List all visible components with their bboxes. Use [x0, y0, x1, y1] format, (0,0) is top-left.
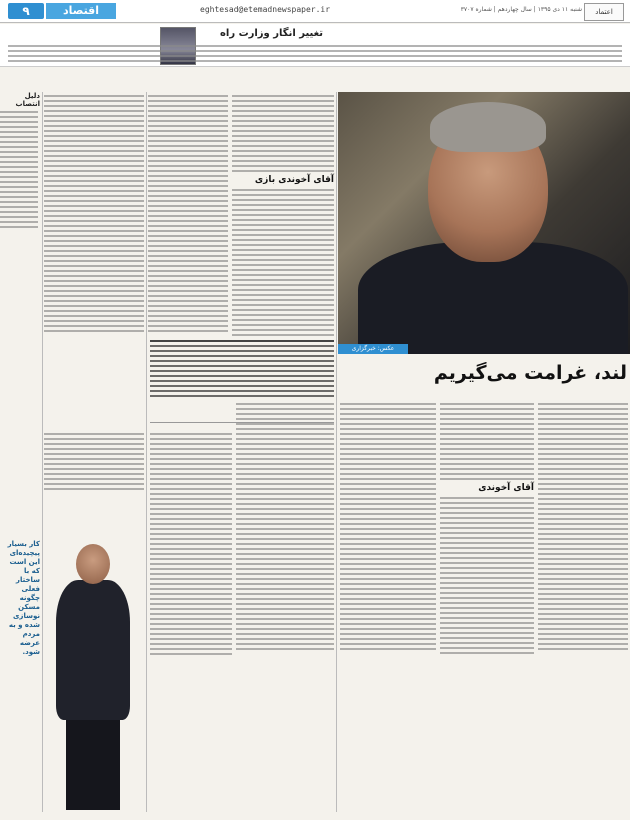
text-column-lower-3 — [340, 400, 436, 653]
text-column-lower-5 — [150, 430, 232, 658]
section-email: eghtesad@etemadnewspaper.ir — [200, 5, 331, 14]
newspaper-logo: اعتماد — [584, 3, 624, 21]
text-column-lower-4 — [236, 400, 334, 653]
text-column-5 — [232, 92, 334, 339]
intro-title: تغییر انگار وزارت راه — [220, 28, 324, 39]
pull-quote: کار بسیار پیچیده‌ای این است که با ساختار فعلی چگونه مسکن نوسازی شده و به مردم عرضه شود. — [7, 540, 40, 656]
section-label: اقتصاد — [46, 3, 116, 19]
main-photo — [338, 92, 630, 354]
page-header — [0, 0, 630, 23]
text-column-4 — [148, 92, 228, 335]
page-number: ۹ — [8, 3, 44, 19]
text-column-3 — [44, 92, 144, 335]
text-column-lower-6 — [44, 430, 144, 493]
divider — [42, 92, 43, 812]
side-title: دلیل انتصاب — [15, 92, 40, 108]
intro-strip — [0, 24, 630, 67]
text-column-lower-2 — [440, 400, 534, 657]
divider — [146, 92, 147, 812]
subhead: آقای آخوندی بازی — [254, 175, 334, 185]
standing-person-photo — [42, 540, 144, 818]
text-column-lower-1 — [538, 400, 628, 653]
divider — [336, 92, 337, 812]
article-headline: لند، غرامت می‌گیریم — [433, 362, 627, 384]
photo-caption: عکس: خبرگزاری — [338, 344, 408, 354]
subhead-2: آقای آخوندی — [478, 483, 534, 493]
issue-line: شنبه ۱۱ دی ۱۳۹۵ | سال چهاردهم | شماره ۳۷۰۷ — [460, 6, 582, 13]
intro-text — [8, 42, 622, 65]
